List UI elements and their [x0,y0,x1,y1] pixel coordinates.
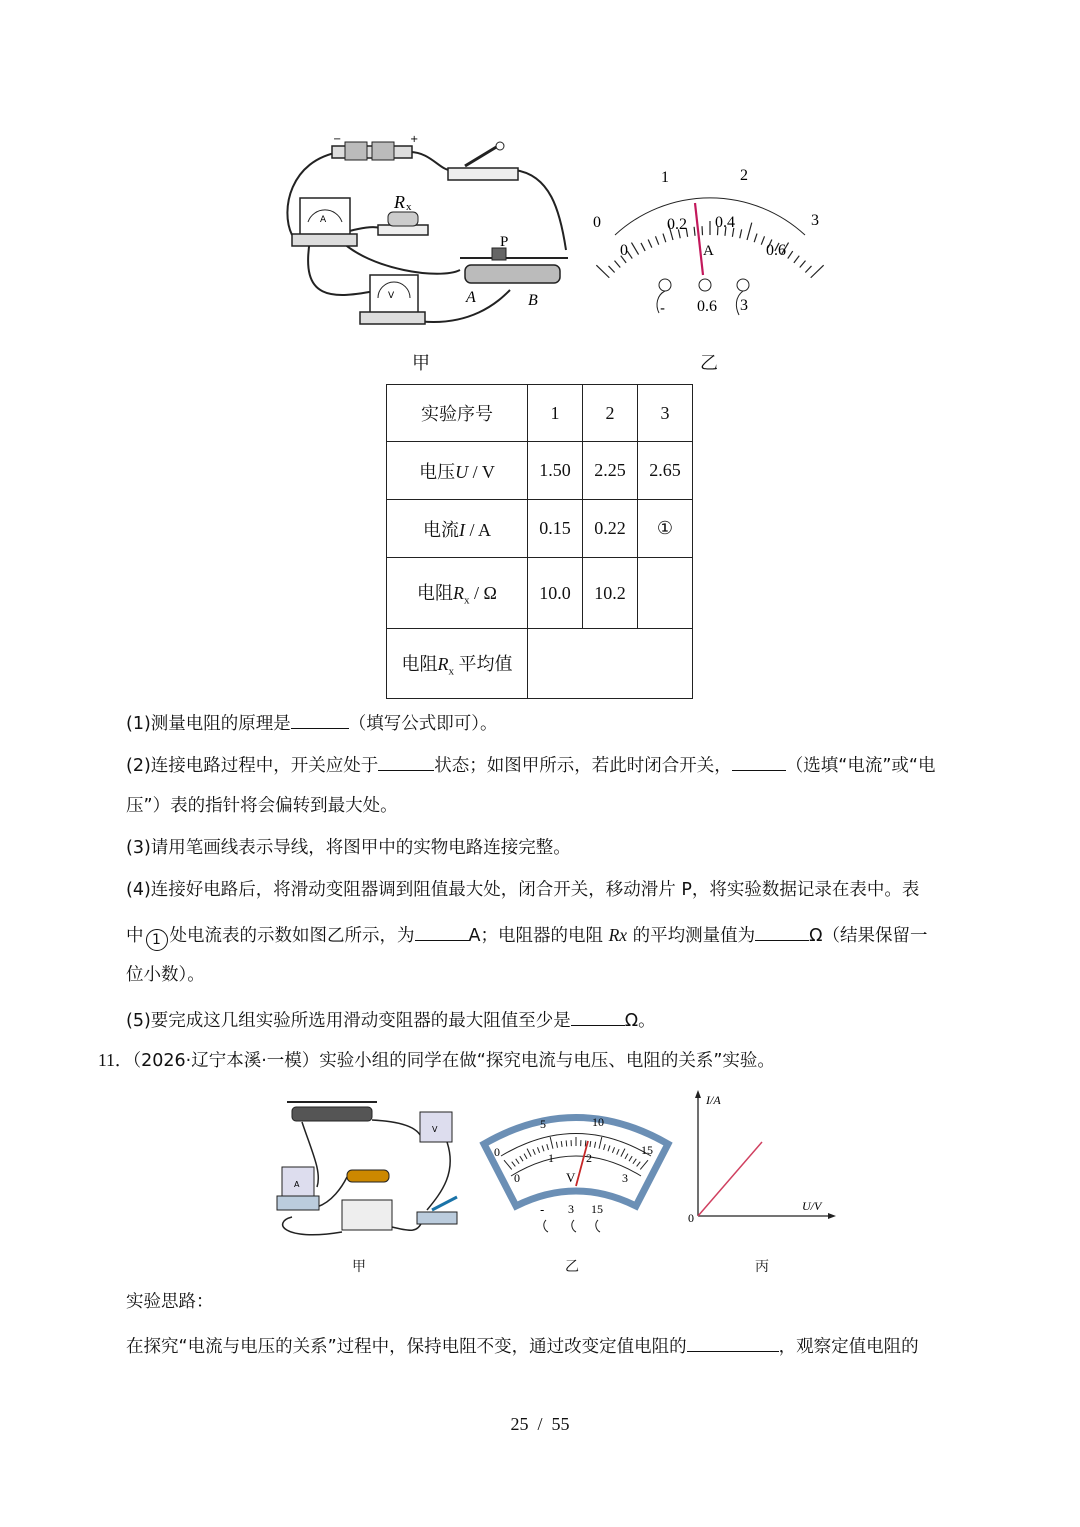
row-voltage-label: 电压U / V [387,442,528,500]
cell: 10.0 [528,558,583,629]
row-voltage [387,442,693,500]
dial-tick [648,239,652,247]
fig2-bottom-2: 2 [586,1151,592,1165]
dial-tick [754,234,757,243]
dial-tick [585,1140,586,1146]
th-1: 1 [528,385,583,442]
dial-tick [794,256,799,263]
dial-tick [627,251,632,258]
figure2-label-bing: 丙 [755,1259,769,1275]
dial-tick [609,266,615,273]
question-4-cont: 中 1 处电流表的示数如图乙所示，为 A；电阻器的电阻 Rx 的平均测量值为 Ω（结果保留一 [126,922,927,951]
figure1-label-yi: 乙 [700,353,718,374]
question-2-cont: 压”）表的指针将会偏转到最大处。 [126,796,398,816]
graph-xlabel: U/V [802,1199,822,1213]
graph-ylabel: I/A [706,1093,721,1107]
question-1: (1)测量电阻的原理是 （填写公式即可）。 [126,710,498,735]
dial-tick [811,265,824,278]
fig2-terminal-15: 15 [591,1202,603,1216]
rheostat-end-a: A [466,289,476,306]
dial-tick [614,261,620,268]
question-4: (4)连接好电路后，将滑动变阻器调到阻值最大处，闭合开关，移动滑片 P，将实验数据记录在表中。表 [126,880,920,900]
dial-tick [805,266,811,273]
cell [638,558,693,629]
fig2-terminal-3: 3 [568,1202,574,1216]
dial-tick [694,227,695,236]
figure1-label-jia: 甲 [412,353,430,374]
figure2-circuit [272,1092,467,1247]
cell-average [528,629,693,699]
th-index: 实验序号 [387,385,528,442]
fig2-bottom-0: 0 [514,1171,520,1185]
data-table [386,384,693,699]
page-number: 25 / 55 [510,1414,570,1434]
rx-label: R [394,192,405,212]
dial-tick [761,236,764,244]
dial-top-3: 3 [811,212,819,229]
figure1-ammeter-dial [585,155,835,325]
fig2-top-0: 0 [494,1145,500,1159]
answer-blank[interactable] [378,752,434,771]
slider-p-label: P [500,234,509,250]
voltmeter-letter: V [388,291,395,301]
dial-bottom-3: 0.6 [766,242,786,259]
question-4-end: 位小数）。 [126,965,205,985]
cell: 1.50 [528,442,583,500]
graph-origin: 0 [688,1211,694,1225]
th-3: 3 [638,385,693,442]
dial-unit: A [703,243,714,259]
dial-tick [800,261,806,268]
dial-tick [641,243,645,251]
fig2-bottom-3: 3 [622,1171,628,1185]
cell: 0.22 [583,500,638,558]
ammeter-letter: A [320,215,327,225]
fig2-ammeter-letter: A [294,1180,300,1189]
figure2-voltmeter-dial [476,1096,676,1246]
dial-top-0: 0 [593,214,601,231]
dial-tick [663,234,666,243]
fig2-voltmeter-letter: V [432,1125,438,1134]
fig2-terminal-neg: - [540,1203,545,1217]
question-2: (2)连接电路过程中，开关应处于 状态；如图甲所示，若此时闭合开关， （选填“电流”或“电 [126,752,936,777]
problem-11: 11．（2026·辽宁本溪·一模）实验小组的同学在做“探究电流与电压、电阻的关系”实验。 [98,1050,775,1071]
cell: 2.65 [638,442,693,500]
fig2-top-15: 15 [641,1143,653,1157]
th-2: 2 [583,385,638,442]
answer-blank[interactable] [732,752,786,771]
cell: 0.15 [528,500,583,558]
dial-top-2: 2 [740,167,748,184]
cell: 2.25 [583,442,638,500]
dial-top-1: 1 [661,169,669,186]
dial-tick [566,1140,567,1146]
fig2-top-10: 10 [592,1115,604,1129]
fig2-bottom-1: 1 [548,1151,554,1165]
dial-tick [740,229,742,238]
answer-blank[interactable] [291,710,349,729]
idea-heading: 实验思路： [126,1292,214,1312]
ammeter-pointer [695,203,703,275]
dial-tick [747,223,752,240]
terminal-06: 0.6 [697,298,717,315]
fig2-top-5: 5 [540,1117,546,1131]
figure2-label-jia: 甲 [352,1259,366,1275]
terminal-neg: - [660,301,666,317]
figure2-iu-graph [680,1088,840,1228]
svg-text:+: + [410,134,419,145]
dial-tick [596,265,609,278]
row-resistance [387,558,693,629]
row-resistance-label: 电阻$R_x$ / Ω [387,558,528,629]
circled-marker: 1 [146,929,168,951]
cell: ① [638,500,693,558]
fig2-unit: V [566,1170,576,1185]
question-5: (5)要完成这几组实验所选用滑动变阻器的最大阻值至少是 Ω。 [126,1007,656,1032]
dial-tick [788,251,793,258]
row-average [387,629,693,699]
dial-bottom-2: 0.4 [715,214,735,231]
answer-blank[interactable] [687,1333,779,1352]
dial-tick [631,243,638,255]
rheostat-end-b: B [528,292,538,309]
row-current [387,500,693,558]
answer-blank[interactable] [571,1007,625,1026]
row-average-label: 电阻$R_x$ 平均值 [387,629,528,699]
answer-blank[interactable] [755,922,809,941]
terminal-3: 3 [740,297,748,314]
figure2-label-yi: 乙 [565,1259,579,1275]
row-current-label: 电流I / A [387,500,528,558]
dial-tick [655,236,658,244]
rx-sub: x [406,201,412,213]
dial-bottom-1: 0.2 [667,216,687,233]
iu-line [698,1142,762,1216]
question-3: (3)请用笔画线表示导线，将图甲中的实物电路连接完整。 [126,838,571,858]
cell: 10.2 [583,558,638,629]
answer-blank[interactable] [415,922,469,941]
idea-line: 在探究“电流与电压的关系”过程中，保持电阻不变，通过改变定值电阻的 ，观察定值电阻的 [126,1333,919,1358]
figure1-circuit [270,130,590,340]
svg-text:−: − [333,134,342,145]
dial-bottom-0: 0 [620,242,628,259]
